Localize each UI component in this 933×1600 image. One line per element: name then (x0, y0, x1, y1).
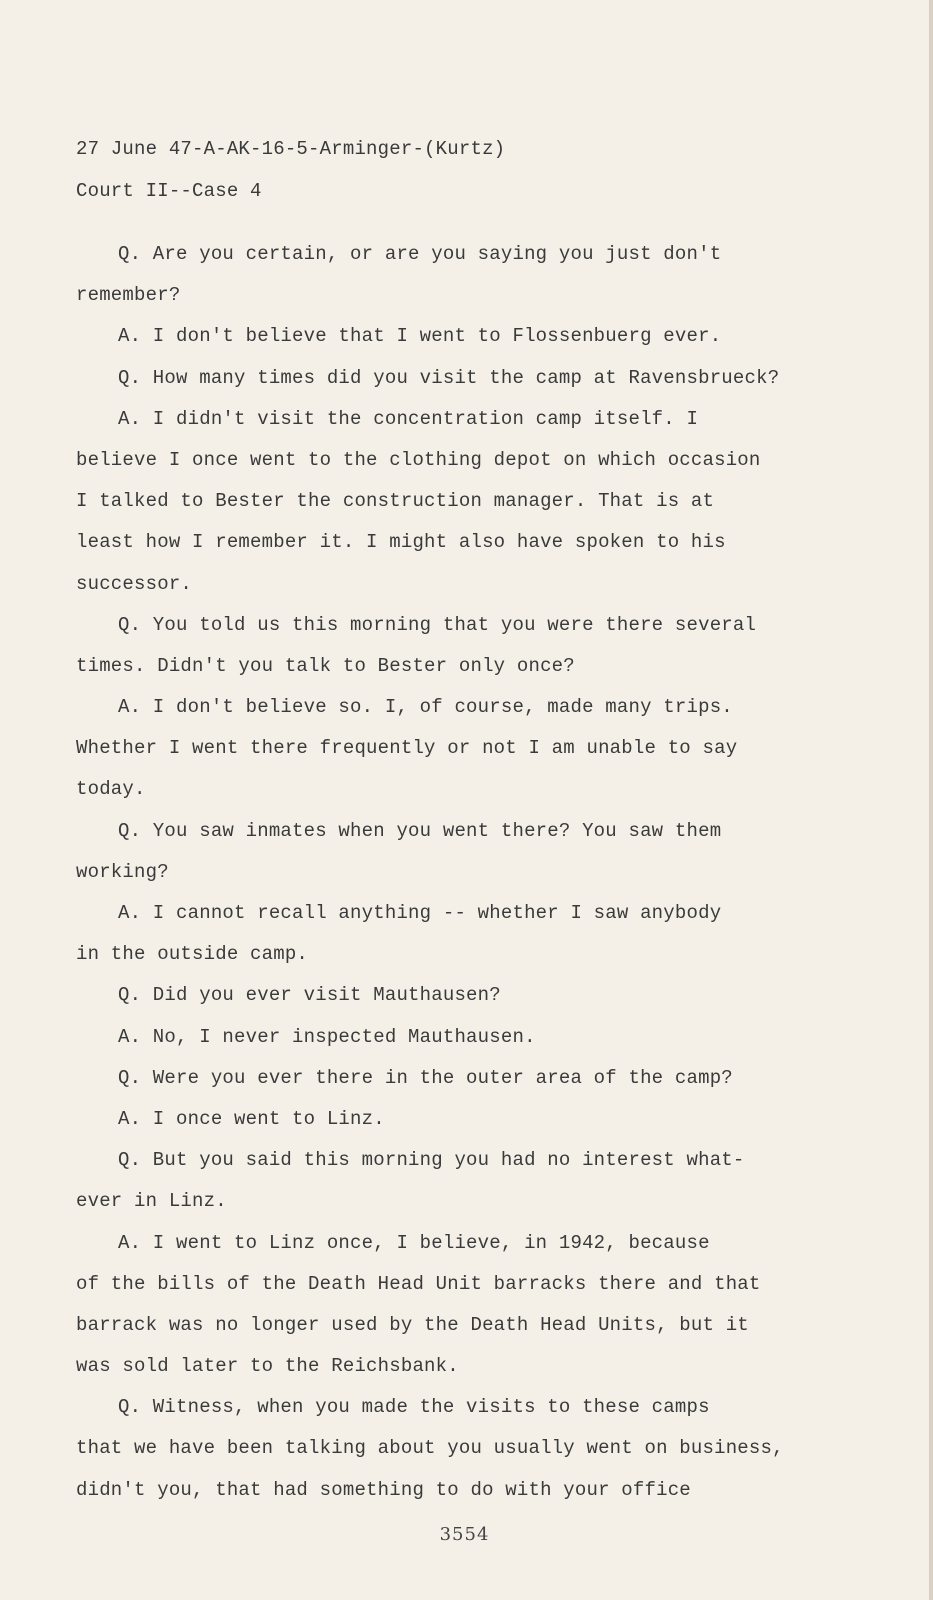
transcript-line: A. I once went to Linz. (118, 1107, 385, 1130)
transcript-line: A. I cannot recall anything -- whether I saw anybody (118, 902, 722, 924)
transcript-line: A. I went to Linz once, I believe, in 1942, because (118, 1231, 710, 1254)
transcript-line: barrack was no longer used by the Death Head Units, but it (76, 1313, 749, 1336)
transcript-line: Q. You saw inmates when you went there? You saw them (118, 819, 722, 842)
transcript-line: Q. But you said this morning you had no interest what- (118, 1149, 745, 1172)
transcript-lines (76, 234, 876, 1511)
transcript-line: believe I once went to the clothing depot on which occasion (76, 448, 761, 471)
transcript-line: A. I don't believe that I went to Flossenbuerg ever. (118, 325, 722, 348)
transcript-line: I talked to Bester the construction manager. That is at (76, 490, 715, 513)
transcript-line: in the outside camp. (76, 943, 309, 966)
transcript-line: Q. You told us this morning that you were there several (118, 613, 757, 636)
transcript-line: successor. (76, 572, 193, 595)
transcript-line: of the bills of the Death Head Unit barracks there and that (76, 1272, 761, 1295)
header-court: Court II--Case 4 (76, 180, 262, 202)
transcript-line: Q. Witness, when you made the visits to these camps (118, 1396, 710, 1419)
transcript-line: A. No, I never inspected Mauthausen. (118, 1025, 536, 1048)
transcript-line: was sold later to the Reichsbank. (76, 1355, 459, 1378)
transcript-line: Whether I went there frequently or not I am unable to say (76, 737, 738, 760)
transcript-line: least how I remember it. I might also have spoken to his (76, 531, 726, 554)
transcript-line: today. (76, 778, 146, 801)
page-number: 3554 (439, 1524, 490, 1545)
transcript-line: Q. Were you ever there in the outer area of the camp? (118, 1066, 733, 1089)
transcript-text (76, 128, 876, 1511)
transcript-line: Q. How many times did you visit the camp at Ravensbrueck? (118, 366, 780, 389)
transcript-line: Q. Are you certain, or are you saying you just don't (118, 243, 722, 265)
transcript-line: A. I don't believe so. I, of course, made many trips. (118, 696, 733, 719)
transcript-line: ever in Linz. (76, 1190, 227, 1213)
transcript-line: Q. Did you ever visit Mauthausen? (118, 984, 501, 1007)
transcript-line: A. I didn't visit the concentration camp itself. I (118, 407, 699, 430)
transcript-line: didn't you, that had something to do with your office (76, 1478, 691, 1501)
transcript-line: times. Didn't you talk to Bester only once? (76, 654, 575, 677)
transcript-line: that we have been talking about you usually went on business, (76, 1437, 784, 1460)
header-reference: 27 June 47-A-AK-16-5-Arminger-(Kurtz) (76, 138, 506, 160)
transcript-line: working? (76, 860, 169, 883)
transcript-line: remember? (76, 284, 181, 307)
